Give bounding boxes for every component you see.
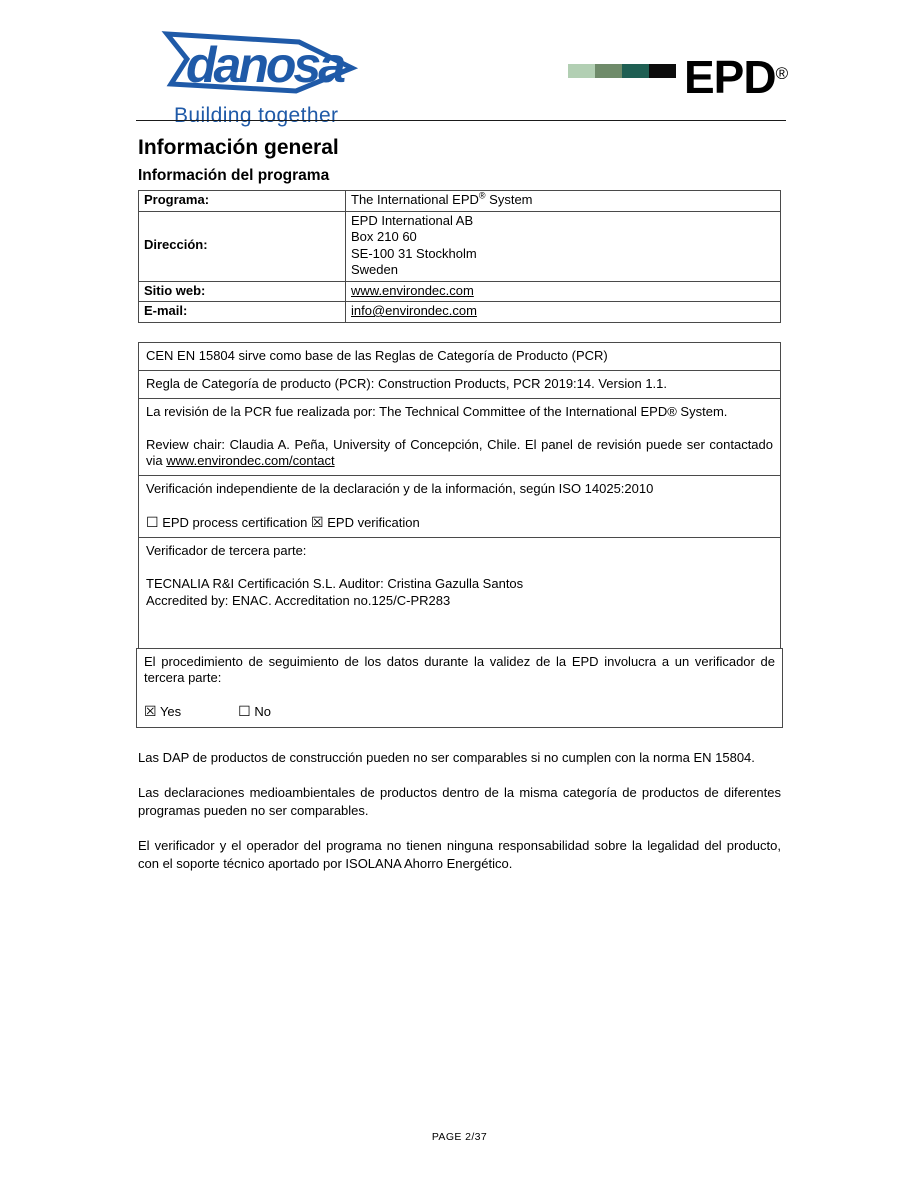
table-row <box>139 281 781 302</box>
programa-label: Programa: <box>139 191 346 212</box>
danosa-banner-icon <box>146 26 368 98</box>
table-row <box>139 191 781 212</box>
danosa-logo <box>146 26 368 128</box>
no-label: No <box>254 704 271 719</box>
cen-base-box: CEN EN 15804 sirve como base de las Reglas de Categoría de Producto (PCR) <box>138 342 781 372</box>
liability-paragraph: El verificador y el operador del programa no tienen ninguna responsabilidad sobre la legalidad del producto, con el soporte técnico aportado por ISOLANA Ahorro Energético. <box>138 838 781 871</box>
table-row <box>139 211 781 281</box>
direccion-value: EPD International AB Box 210 60 SE-100 31 Stockholm Sweden <box>346 211 781 281</box>
section-subtitle: Información del programa <box>138 167 330 184</box>
epd-block-light-green <box>568 64 595 78</box>
pcr-rule-box: Regla de Categoría de producto (PCR): Construction Products, PCR 2019:14. Version 1.1. <box>138 370 781 400</box>
page-content <box>138 130 781 872</box>
page-title: Información general <box>138 136 339 159</box>
danosa-brand-text: danosa <box>186 37 344 93</box>
table-row <box>139 302 781 323</box>
process-certification-label: EPD process certification <box>162 515 308 530</box>
epd-logo-text: EPD® <box>684 51 788 103</box>
yes-checkbox: ☒ <box>144 703 157 719</box>
programa-value: The International EPD® System <box>346 191 781 212</box>
epd-verification-checkbox: ☒ <box>311 514 324 530</box>
header-divider <box>136 120 786 121</box>
pcr-review-box: La revisión de la PCR fue realizada por: The Technical Committee of the International EPD® System. Review chair: Claudia A. Peña, University of Concepción, Chile. El panel de revisión puede ser contactado via www.environdec.com/contact <box>138 398 781 477</box>
email-value <box>346 302 781 323</box>
sitio-web-label: Sitio web: <box>139 281 346 302</box>
verification-checkboxes <box>146 514 773 532</box>
verifier-details: TECNALIA R&I Certificación S.L. Auditor: Cristina Gazulla Santos Accredited by: ENAC. Accreditation no.125/C-PR283 <box>146 576 524 608</box>
registered-mark: ® <box>478 190 486 201</box>
direccion-label: Dirección: <box>139 211 346 281</box>
epd-verification-label: EPD verification <box>327 515 420 530</box>
contact-link[interactable]: www.environdec.com/contact <box>166 453 335 468</box>
epd-block-black <box>649 64 676 78</box>
process-certification-checkbox: ☐ <box>146 514 159 530</box>
email-label: E-mail: <box>139 302 346 323</box>
website-link[interactable]: www.environdec.com <box>351 282 474 298</box>
danosa-tagline: Building together <box>174 104 339 127</box>
declarations-paragraph: Las declaraciones medioambientales de productos dentro de la misma categoría de productos de diferentes programas pueden no ser comparables. <box>138 785 781 818</box>
info-boxes <box>138 342 781 728</box>
no-checkbox: ☐ <box>238 703 251 719</box>
page-number: PAGE 2/37 <box>431 1131 488 1143</box>
epd-block-medium-green <box>595 64 622 78</box>
verification-box: Verificación independiente de la declaración y de la información, según ISO 14025:2010 ☐ EPD process certification ☒ EPD verification <box>138 475 781 539</box>
yes-label: Yes <box>159 704 182 719</box>
sitio-web-value <box>346 281 781 302</box>
epd-block-dark-teal <box>622 64 649 78</box>
email-link[interactable]: info@environdec.com <box>351 303 477 318</box>
program-info-table <box>138 190 781 323</box>
epd-logo <box>568 51 788 107</box>
registered-mark: ® <box>775 64 788 83</box>
epd-color-bar-icon <box>568 64 676 78</box>
third-party-verifier-box: Verificador de tercera parte: TECNALIA R&I Certificación S.L. Auditor: Cristina Gazulla Santos Accredited by: ENAC. Accreditation no.125/C-PR283 <box>138 537 781 649</box>
review-chair-paragraph: Review chair: Claudia A. Peña, University of Concepción, Chile. El panel de revisión puede ser contactado via www.environdec.com/contact <box>146 436 773 468</box>
comparability-paragraph: Las DAP de productos de construcción pueden no ser comparables si no cumplen con la norma EN 15804. <box>138 749 755 765</box>
followup-procedure-box: El procedimiento de seguimiento de los datos durante la validez de la EPD involucra a un verificador de tercera parte: ☒ Yes ☐ No <box>136 648 783 728</box>
followup-checkboxes <box>144 703 775 721</box>
